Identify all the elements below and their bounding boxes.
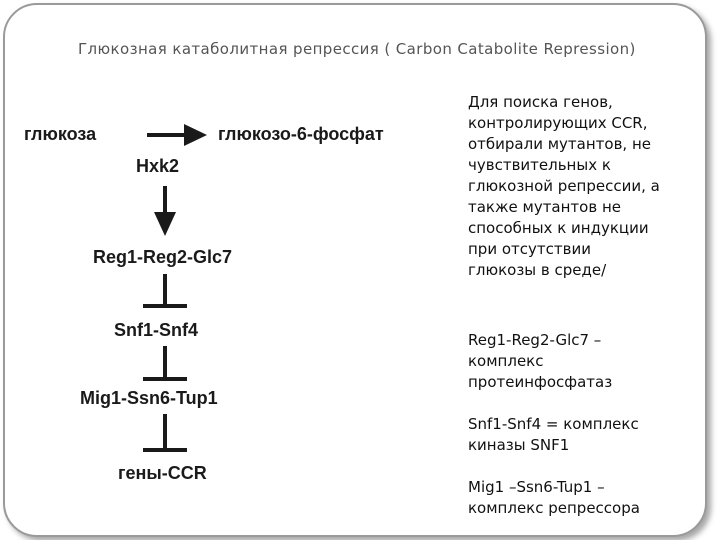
node-glucose: глюкоза: [24, 124, 97, 144]
slide-title: Глюкозная катаболитная репрессия ( Carbon Catabolite Repression): [78, 40, 636, 58]
node-hxk2: Hxk2: [136, 156, 180, 176]
node-mig1-ssn6-tup1: Mig1-Ssn6-Tup1: [80, 388, 218, 408]
node-glucose-6-phosphate: глюкозо-6-фосфат: [218, 124, 384, 144]
node-snf1-snf4: Snf1-Snf4: [114, 320, 199, 340]
inhibition-reg-to-snf: [143, 274, 187, 306]
inhibition-snf-to-mig: [143, 346, 187, 379]
description-complexes: Reg1-Reg2-Glc7 – комплекс протеинфосфатаз Snf1-Snf4 = комплекс киназы SNF1 Mig1 –Ssn6-Tup1 – комплекс репрессора: [468, 331, 640, 517]
inhibition-mig-to-ccr: [143, 414, 187, 450]
node-ccr-genes: гены-CCR: [118, 463, 207, 483]
arrow-hxk2-to-reg: [154, 186, 176, 236]
description-mutant-search: Для поиска генов, контролирующих CCR, отбирали мутантов, не чувствительных к глюкозной репрессии, а также мутантов не способных к индукции при отсутствии глюкозы в среде/: [468, 93, 660, 279]
arrow-glucose-to-g6p: [147, 124, 207, 146]
node-reg1-reg2-glc7: Reg1-Reg2-Glc7: [93, 247, 233, 267]
